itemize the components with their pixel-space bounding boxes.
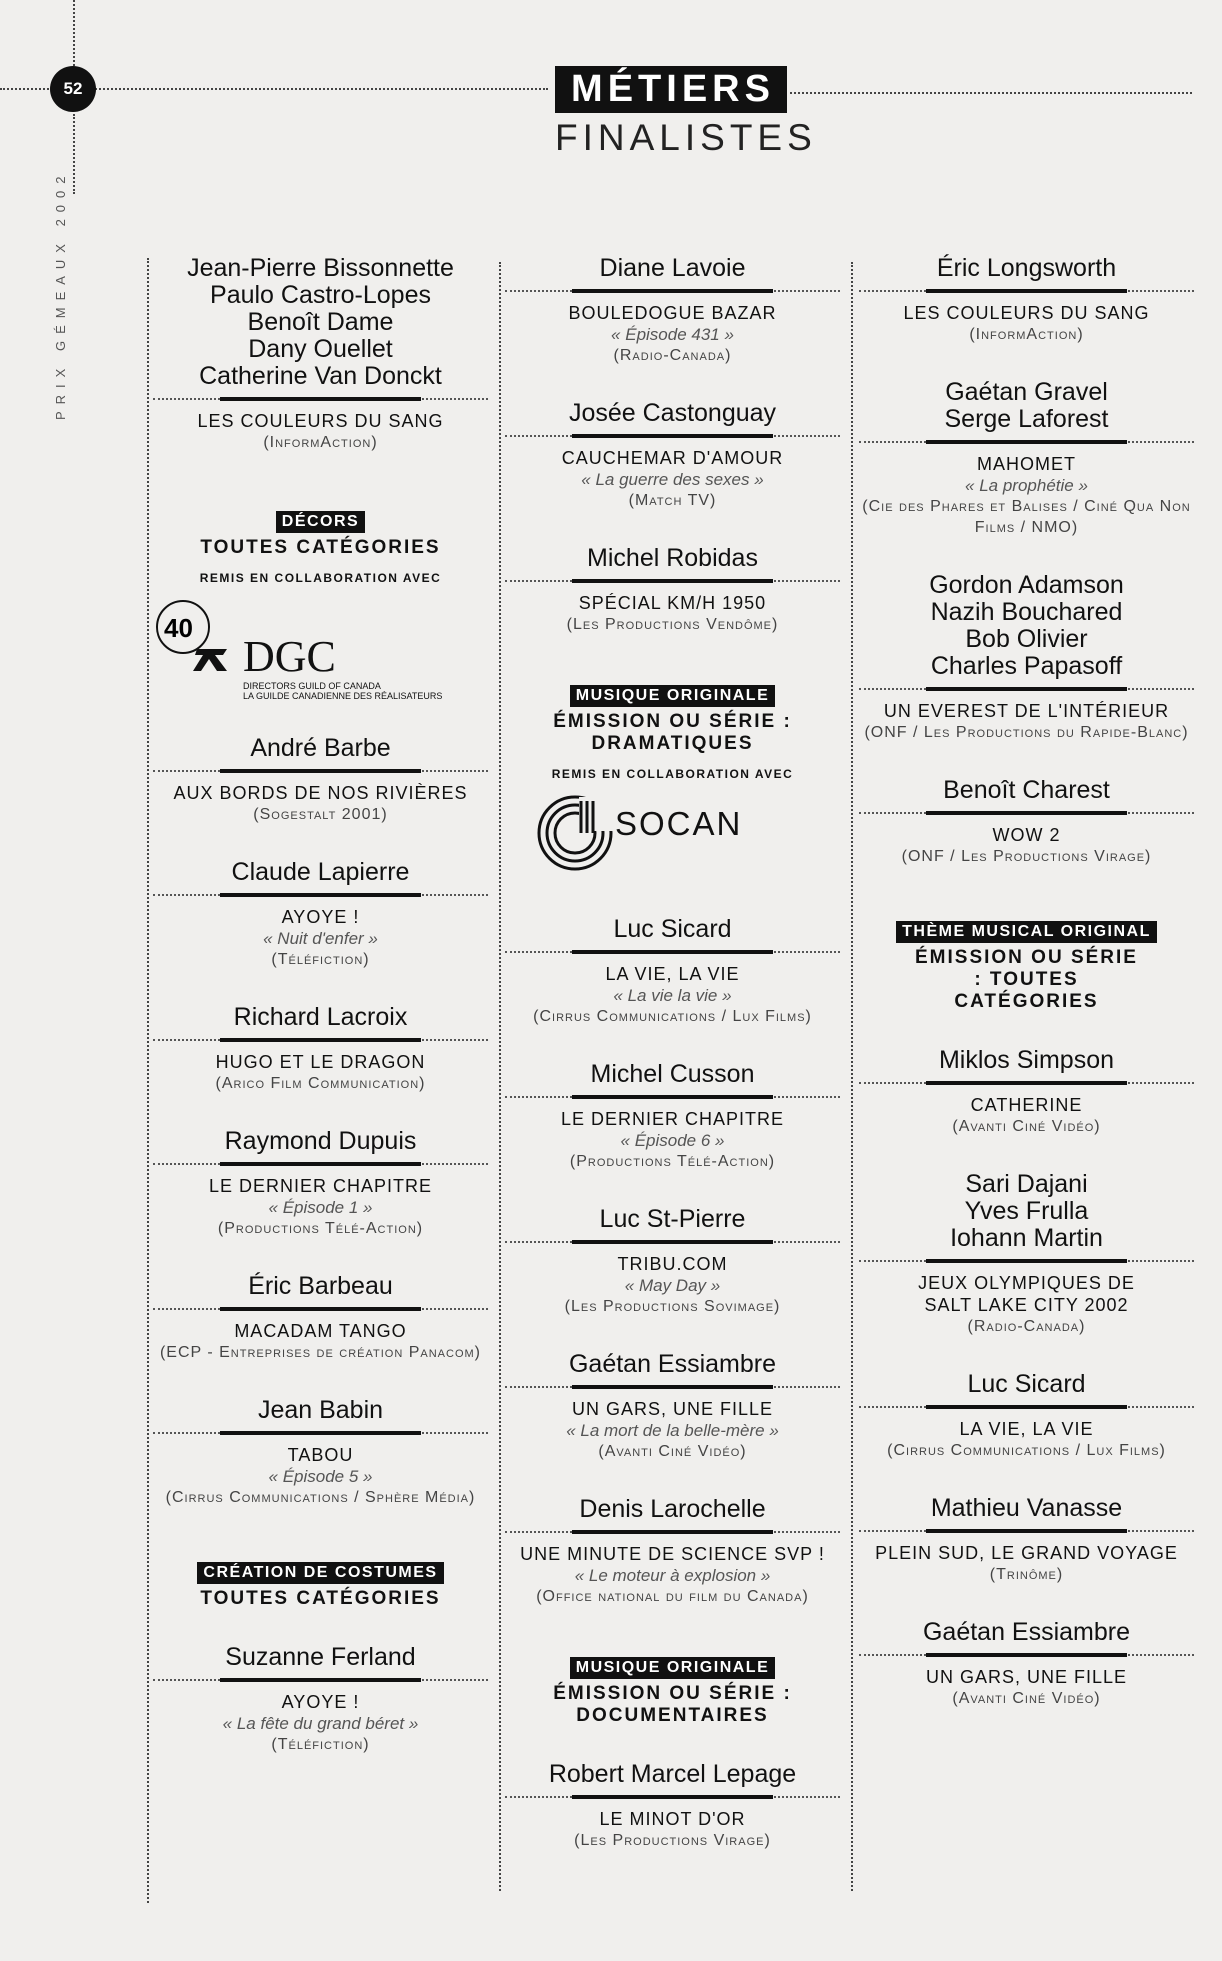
- show-title: LE MINOT D'OR: [599, 1809, 746, 1829]
- production-company: (Radio-Canada): [613, 347, 732, 364]
- header-main: MÉTIERS: [555, 66, 787, 113]
- show-title: LA VIE, LA VIE: [605, 964, 740, 984]
- finalist-name: Mathieu Vanasse: [930, 1494, 1123, 1522]
- dgc-emblem-number: 40: [164, 613, 193, 643]
- finalist-name: Denis Larochelle: [579, 1495, 766, 1523]
- finalist-name: Paulo Castro-Lopes: [210, 281, 431, 309]
- category-costumes: [153, 1562, 488, 1610]
- production-company: (Trinôme): [989, 1566, 1064, 1583]
- socan-emblem-icon: [535, 793, 615, 873]
- finalist-name: Josée Castonguay: [568, 399, 777, 427]
- episode-title: « La vie la vie »: [613, 986, 732, 1005]
- entry-separator: [505, 1091, 840, 1103]
- finalist-entry: [859, 1171, 1194, 1337]
- entry-separator: [153, 1674, 488, 1686]
- entry-separator: [859, 1649, 1194, 1661]
- show-title: BOULEDOGUE BAZAR: [568, 303, 777, 323]
- production-company: (Productions Télé-Action): [217, 1220, 424, 1237]
- production-company: (InformAction): [263, 434, 378, 451]
- finalist-name: Sari Dajani: [965, 1170, 1088, 1198]
- dgc-logo: [153, 591, 488, 701]
- show-title: AYOYE !: [281, 907, 360, 927]
- episode-title: « La fête du grand béret »: [222, 1714, 419, 1733]
- production-company: (Cie des Phares et Balises / Ciné Qua Non Films / NMO): [862, 498, 1191, 536]
- entry-separator: [859, 436, 1194, 448]
- entry-separator: [859, 1525, 1194, 1537]
- category-subtitle: ÉMISSION OU SÉRIE : TOUTES CATÉGORIES: [915, 947, 1138, 1012]
- sponsor-note: REMIS EN COLLABORATION AVEC: [199, 571, 442, 585]
- show-title: LE DERNIER CHAPITRE: [208, 1176, 433, 1196]
- show-title: LES COULEURS DU SANG: [903, 303, 1150, 323]
- entry-separator: [859, 285, 1194, 297]
- production-company: (Office national du film du Canada): [536, 1588, 809, 1605]
- finalist-name: Jean Babin: [257, 1396, 384, 1424]
- finalist-name: Éric Barbeau: [248, 1272, 393, 1300]
- production-company: (Avanti Ciné Vidéo): [952, 1118, 1101, 1135]
- dgc-logo-subtitle-en: DIRECTORS GUILD OF CANADA: [243, 681, 381, 691]
- finalist-name: Claude Lapierre: [231, 858, 410, 886]
- entry-separator: [505, 285, 840, 297]
- episode-title: « Le moteur à explosion »: [574, 1566, 771, 1585]
- show-title: UN EVEREST DE L'INTÉRIEUR: [883, 701, 1170, 721]
- socan-logo-text: SOCAN: [615, 805, 743, 842]
- margin-dotted-rule-bottom: [73, 114, 75, 194]
- production-company: (Cirrus Communications / Sphère Média): [165, 1489, 476, 1506]
- episode-title: « Épisode 5 »: [268, 1467, 373, 1486]
- episode-title: « Nuit d'enfer »: [263, 929, 378, 948]
- show-title: HUGO ET LE DRAGON: [215, 1052, 426, 1072]
- episode-title: « La prophétie »: [965, 476, 1088, 495]
- entry-separator: [505, 1236, 840, 1248]
- finalist-name: Gordon Adamson: [929, 571, 1124, 599]
- page-header: [555, 66, 817, 159]
- finalist-entry: [859, 1047, 1194, 1137]
- category-subtitle: ÉMISSION OU SÉRIE : DRAMATIQUES: [553, 711, 792, 754]
- column-divider-1: [147, 258, 149, 1903]
- top-dotted-rule-right: [790, 92, 1192, 94]
- show-title: CAUCHEMAR D'AMOUR: [561, 448, 784, 468]
- finalist-entry: [153, 735, 488, 825]
- entry-separator: [153, 393, 488, 405]
- finalist-entry: [505, 916, 840, 1027]
- finalist-name: Luc St-Pierre: [599, 1205, 746, 1233]
- socan-logo: [505, 787, 840, 882]
- entry-separator: [505, 430, 840, 442]
- production-company: (Productions Télé-Action): [569, 1153, 776, 1170]
- entry-separator: [859, 683, 1194, 695]
- production-company: (Téléfiction): [271, 1736, 370, 1753]
- finalist-name: Diane Lavoie: [599, 254, 746, 282]
- production-company: (Match TV): [628, 492, 717, 509]
- finalist-entry: [859, 255, 1194, 345]
- finalist-entry: [859, 572, 1194, 743]
- show-title: LE DERNIER CHAPITRE: [560, 1109, 785, 1129]
- dgc-emblem-icon: [153, 597, 233, 677]
- finalist-name: Éric Longsworth: [936, 254, 1117, 282]
- category-label: CRÉATION DE COSTUMES: [197, 1562, 443, 1584]
- category-subtitle: ÉMISSION OU SÉRIE : DOCUMENTAIRES: [553, 1683, 792, 1726]
- show-title: AYOYE !: [281, 1692, 360, 1712]
- dgc-logo-subtitle-fr: LA GUILDE CANADIENNE DES RÉALISATEURS: [243, 691, 443, 701]
- entry-separator: [859, 807, 1194, 819]
- finalist-entry: [505, 1761, 840, 1851]
- show-title: CATHERINE: [970, 1095, 1083, 1115]
- entry-separator: [505, 575, 840, 587]
- entry-separator: [153, 1034, 488, 1046]
- production-company: (InformAction): [969, 326, 1084, 343]
- finalist-entry: [153, 255, 488, 453]
- dgc-logo-subtitle: [243, 681, 442, 701]
- production-company: (Cirrus Communications / Lux Films): [887, 1442, 1166, 1459]
- category-subtitle: TOUTES CATÉGORIES: [200, 537, 441, 558]
- show-title: JEUX OLYMPIQUES DE SALT LAKE CITY 2002: [918, 1273, 1135, 1315]
- finalist-entry: [505, 545, 840, 635]
- finalist-entry: [859, 777, 1194, 867]
- finalist-name: André Barbe: [250, 734, 391, 762]
- finalist-entry: [505, 400, 840, 511]
- entry-separator: [153, 1427, 488, 1439]
- finalist-name: Gaétan Gravel: [945, 378, 1108, 406]
- category-label: MUSIQUE ORIGINALE: [570, 1657, 776, 1679]
- entry-separator: [505, 1381, 840, 1393]
- category-label: DÉCORS: [276, 511, 365, 533]
- finalist-name: Luc Sicard: [613, 915, 732, 943]
- episode-title: « Épisode 6 »: [620, 1131, 725, 1150]
- finalist-name: Richard Lacroix: [233, 1003, 408, 1031]
- finalist-name: Miklos Simpson: [938, 1046, 1115, 1074]
- entry-separator: [153, 889, 488, 901]
- episode-title: « La guerre des sexes »: [581, 470, 764, 489]
- finalist-name: Benoît Dame: [247, 308, 394, 336]
- page-number: 52: [50, 66, 96, 112]
- show-title: PLEIN SUD, LE GRAND VOYAGE: [875, 1543, 1178, 1563]
- production-company: (Les Productions Virage): [574, 1832, 771, 1849]
- show-title: SPÉCIAL KM/H 1950: [578, 593, 767, 613]
- production-company: (Arico Film Communication): [215, 1075, 426, 1092]
- finalist-name: Michel Cusson: [590, 1060, 755, 1088]
- show-title: MACADAM TANGO: [234, 1321, 407, 1341]
- finalist-entry: [859, 1495, 1194, 1585]
- production-company: (Radio-Canada): [967, 1318, 1086, 1335]
- entry-separator: [505, 946, 840, 958]
- finalist-name: Benoît Charest: [943, 776, 1110, 804]
- entry-separator: [859, 1401, 1194, 1413]
- dgc-logo-text: DGC: [243, 632, 336, 681]
- episode-title: « La mort de la belle-mère »: [566, 1421, 779, 1440]
- show-title: UN GARS, UNE FILLE: [571, 1399, 774, 1419]
- column-divider-2: [499, 262, 501, 1891]
- category-decors: [153, 511, 488, 701]
- entry-separator: [153, 1303, 488, 1315]
- category-musique-dramatiques: [505, 685, 840, 882]
- entry-separator: [505, 1526, 840, 1538]
- column-3: [859, 255, 1194, 1743]
- finalist-name: Gaétan Essiambre: [922, 1618, 1131, 1646]
- show-title: UN GARS, UNE FILLE: [925, 1667, 1128, 1687]
- finalist-name: Michel Robidas: [587, 544, 758, 572]
- category-theme-musical: [859, 921, 1194, 1013]
- margin-dotted-rule-top: [73, 0, 75, 66]
- production-company: (Les Productions Vendôme): [566, 616, 779, 633]
- production-company: (Avanti Ciné Vidéo): [598, 1443, 747, 1460]
- finalist-entry: [505, 1206, 840, 1317]
- finalist-entry: [859, 1619, 1194, 1709]
- finalist-name: Iohann Martin: [950, 1224, 1103, 1252]
- finalist-entry: [153, 1273, 488, 1363]
- category-musique-documentaires: [505, 1657, 840, 1727]
- entry-separator: [153, 765, 488, 777]
- episode-title: « May Day »: [624, 1276, 721, 1295]
- show-title: LES COULEURS DU SANG: [197, 411, 444, 431]
- category-label: MUSIQUE ORIGINALE: [570, 685, 776, 707]
- finalist-name: Robert Marcel Lepage: [548, 1760, 797, 1788]
- column-1: [153, 255, 488, 1789]
- header-sub: FINALISTES: [555, 117, 817, 158]
- column-divider-3: [851, 262, 853, 1891]
- entry-separator: [153, 1158, 488, 1170]
- category-label: THÈME MUSICAL ORIGINAL: [896, 921, 1157, 943]
- finalist-name: Bob Olivier: [965, 625, 1088, 653]
- production-company: (Cirrus Communications / Lux Films): [533, 1008, 812, 1025]
- finalist-name: Raymond Dupuis: [224, 1127, 417, 1155]
- show-title: AUX BORDS DE NOS RIVIÈRES: [173, 783, 468, 803]
- finalist-name: Serge Laforest: [944, 405, 1109, 433]
- finalist-entry: [153, 1644, 488, 1755]
- finalist-entry: [153, 859, 488, 970]
- show-title: MAHOMET: [977, 454, 1076, 474]
- finalist-name: Jean-Pierre Bissonnette: [187, 254, 454, 282]
- entry-separator: [505, 1791, 840, 1803]
- finalist-name: Luc Sicard: [967, 1370, 1086, 1398]
- production-company: (Les Productions Sovimage): [564, 1298, 781, 1315]
- show-title: LA VIE, LA VIE: [959, 1419, 1094, 1439]
- finalist-entry: [505, 255, 840, 366]
- finalist-name: Gaétan Essiambre: [568, 1350, 777, 1378]
- finalist-entry: [153, 1004, 488, 1094]
- production-company: (Avanti Ciné Vidéo): [952, 1690, 1101, 1707]
- finalist-name: Yves Frulla: [964, 1197, 1089, 1225]
- production-company: (Sogestalt 2001): [253, 806, 388, 823]
- category-subtitle: TOUTES CATÉGORIES: [200, 1588, 441, 1609]
- finalist-entry: [153, 1128, 488, 1239]
- show-title: UNE MINUTE DE SCIENCE SVP !: [520, 1544, 825, 1564]
- finalist-name: Catherine Van Donckt: [199, 362, 442, 390]
- production-company: (ONF / Les Productions du Rapide-Blanc): [864, 724, 1189, 741]
- entry-separator: [859, 1077, 1194, 1089]
- side-label: PRIX GÉMEAUX 2002: [53, 169, 68, 420]
- episode-title: « Épisode 1 »: [268, 1198, 373, 1217]
- finalist-name: Charles Papasoff: [930, 652, 1123, 680]
- finalist-name: Nazih Bouchared: [930, 598, 1123, 626]
- column-2: [505, 255, 840, 1885]
- finalist-entry: [505, 1496, 840, 1607]
- show-title: TABOU: [287, 1445, 354, 1465]
- finalist-entry: [859, 379, 1194, 538]
- finalist-name: Dany Ouellet: [248, 335, 393, 363]
- production-company: (ECP - Entreprises de création Panacom): [159, 1344, 482, 1361]
- finalist-entry: [153, 1397, 488, 1508]
- show-title: WOW 2: [992, 825, 1061, 845]
- finalist-entry: [505, 1061, 840, 1172]
- entry-separator: [859, 1255, 1194, 1267]
- finalist-name: Suzanne Ferland: [225, 1643, 416, 1671]
- finalist-entry: [859, 1371, 1194, 1461]
- production-company: (Téléfiction): [271, 951, 370, 968]
- finalist-entry: [505, 1351, 840, 1462]
- sponsor-note: REMIS EN COLLABORATION AVEC: [551, 767, 794, 781]
- production-company: (ONF / Les Productions Virage): [901, 848, 1152, 865]
- episode-title: « Épisode 431 »: [611, 325, 734, 344]
- show-title: TRIBU.COM: [617, 1254, 728, 1274]
